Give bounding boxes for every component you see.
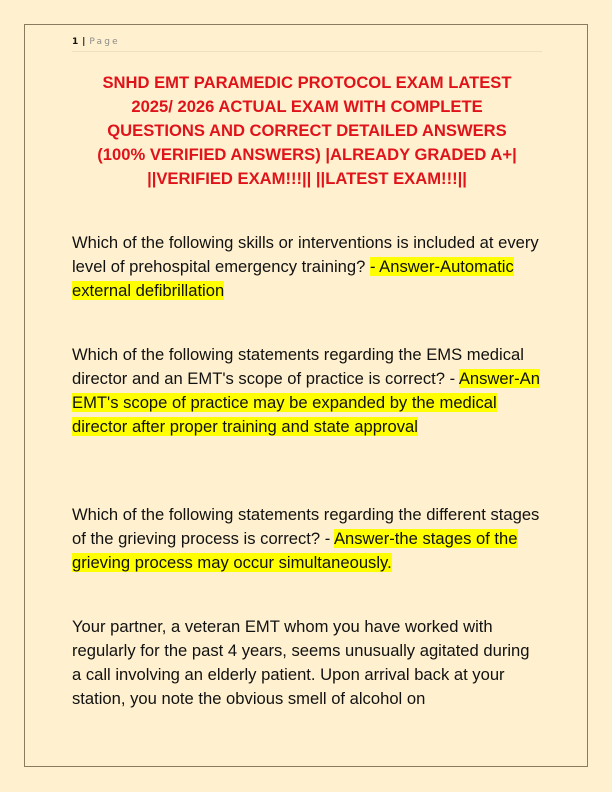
question-answer-item [72,503,542,575]
title-line: ||VERIFIED EXAM!!!|| ||LATEST EXAM!!!|| [147,169,467,188]
question-text: Which of the following statements regarding the EMS medical director and an EMT's scope of practice is correct? - [72,345,524,388]
answer-text: - Answer-Automatic external defibrillation [72,257,514,300]
question-answer-item [72,615,542,711]
answer-text: Answer-the stages of the grieving process may occur simultaneously. [72,529,518,572]
question-answer-item [72,231,542,303]
answer-text: Answer-An EMT's scope of practice may be expanded by the medical director after proper training and state approval [72,369,540,436]
question-answer-item [72,343,542,439]
page-number: 1 [72,37,79,47]
document-title [62,71,552,191]
title-line: QUESTIONS AND CORRECT DETAILED ANSWERS [107,121,507,140]
title-line: (100% VERIFIED ANSWERS) |ALREADY GRADED A+| [97,145,517,164]
page-label: Page [89,37,120,47]
title-line: SNHD EMT PARAMEDIC PROTOCOL EXAM LATEST [102,73,512,92]
question-text: Which of the following statements regarding the different stages of the grieving process is correct? - [72,505,540,548]
question-text: Your partner, a veteran EMT whom you have worked with regularly for the past 4 years, seems unusually agitated during a call involving an elderly patient. Upon arrival back at your station, you note the obvious smell of alcohol on [72,617,530,708]
page-separator: | [82,37,86,47]
question-text: Which of the following skills or interventions is included at every level of prehospital emergency training? [72,233,539,276]
title-line: 2025/ 2026 ACTUAL EXAM WITH COMPLETE [131,97,483,116]
page-header [72,36,542,52]
